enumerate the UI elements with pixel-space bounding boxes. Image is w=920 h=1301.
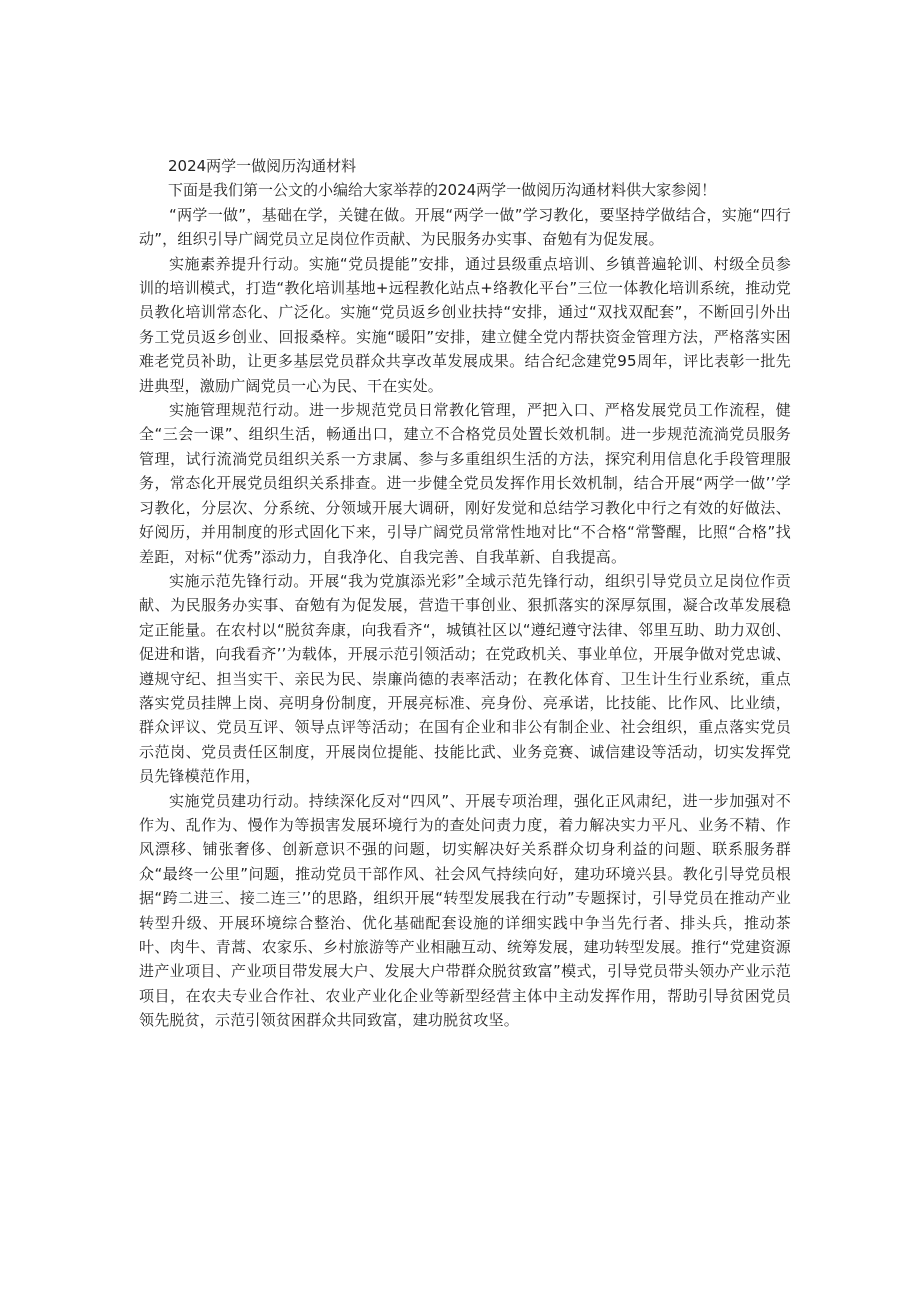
paragraph-member-achievement: 实施党员建功行动。持续深化反对“四风”、开展专项治理，强化正风肃纪，进一步加强对不作为、乱作为、慢作为等损害发展环境行为的查处问责力度，着力解决实力平凡、业务不精、作风漂移、铺张奢侈、创新意识不强的问题，切实解决好关系群众切身利益的问题、联系服务群众“最终一公里”问题，推动党员干部作风、社会风气持续向好，建功环境兴县。教化引导党员根据“跨二进三、接二连三’’的思路，组织开展“转型发展我在行动”专题探讨，引导党员在推动产业转型升级、开展环境综合整治、优化基础配套设施的详细实践中争当先行者、排头兵，推动茶叶、肉牛、青蒿、农家乐、乡村旅游等产业相融互动、统筹发展，建功转型发展。推行“党建资源进产业项目、产业项目带发展大户、发展大户带群众脱贫致富”模式，引导党员带头领办产业示范项目，在农夫专业合作社、农业产业化企业等新型经营主体中主动发挥作用，帮助引导贫困党员领先脱贫，示范引领贫困群众共同致富，建功脱贫攻坚。	[139, 791, 791, 1030]
document-body	[139, 154, 791, 1033]
paragraph-vanguard-demonstration: 实施示范先锋行动。开展“我为党旗添光彩”全域示范先锋行动，组织引导党员立足岗位作贡献、为民服务办实事、奋勉有为促发展，营造干事创业、狠抓落实的深厚氛围，凝合改革发展稳定正能量。在农村以“脱贫奔康，向我看齐“，城镇社区以“遵纪遵守法律、邻里互助、助力双创、促进和谐，向我看齐’’为载体，开展示范引领活动；在党政机关、事业单位，开展争做对党忠诚、遵规守纪、担当实干、亲民为民、崇廉尚德的表率活动；在教化体育、卫生计生行业系统，重点落实党员挂牌上岗、亮明身份制度，开展亮标准、亮身份、亮承诺，比技能、比作风、比业绩，群众评议、党员互评、领导点评等活动；在国有企业和非公有制企业、社会组织，重点落实党员示范岗、党员责任区制度，开展岗位提能、技能比武、业务竞赛、诚信建设等活动，切实发挥党员先锋模范作用，	[139, 571, 791, 786]
intro-paragraph: 下面是我们第一公文的小编给大家举荐的2024两学一做阅历沟通材料供大家参阅！	[168, 181, 717, 200]
document-title: 2024两学一做阅历沟通材料	[168, 157, 357, 175]
paragraph-management-standard: 实施管理规范行动。进一步规范党员日常教化管理，严把入口、严格发展党员工作流程，健全“三会一课”、组织生活，畅通出口，建立不合格党员处置长效机制。进一步规范流淌党员服务管理，试行流淌党员组织关系一方隶属、参与多重组织生活的方法，探究利用信息化手段管理服务，常态化开展党员组织关系排查。进一步健全党员发挥作用长效机制，结合开展“两学一做’’学习教化，分层次、分系统、分领域开展大调研，刚好发觉和总结学习教化中行之有效的好做法、好阅历，并用制度的形式固化下来，引导广阔党员常常性地对比“不合格“常警醒，比照“合格”找差距，对标“优秀”添动力，自我净化、自我完善、自我革新、自我提高。	[139, 401, 791, 566]
paragraph-quality-improvement: 实施素养提升行动。实施“党员提能”安排，通过县级重点培训、乡镇普遍轮训、村级全员参训的培训模式，打造“教化培训基地+远程教化站点+络教化平台”三位一体教化培训系统，推动党员教化培训常态化、广泛化。实施“党员返乡创业扶持“安排，通过“双找双配套”，不断回引外出务工党员返乡创业、回报桑梓。实施“暖阳”安排，建立健全党内帮扶资金管理方法，严格落实困难老党员补助，让更多基层党员群众共享改革发展成果。结合纪念建党95周年，评比表彰一批先进典型，激励广阔党员一心为民、干在实处。	[139, 254, 791, 395]
paragraph-overview: “两学一做”，基础在学，关键在做。开展“两学一做”学习教化，要坚持学做结合，实施“四行动”，组织引导广阔党员立足岗位作贡献、为民服务办实事、奋勉有为促发展。	[139, 205, 791, 249]
